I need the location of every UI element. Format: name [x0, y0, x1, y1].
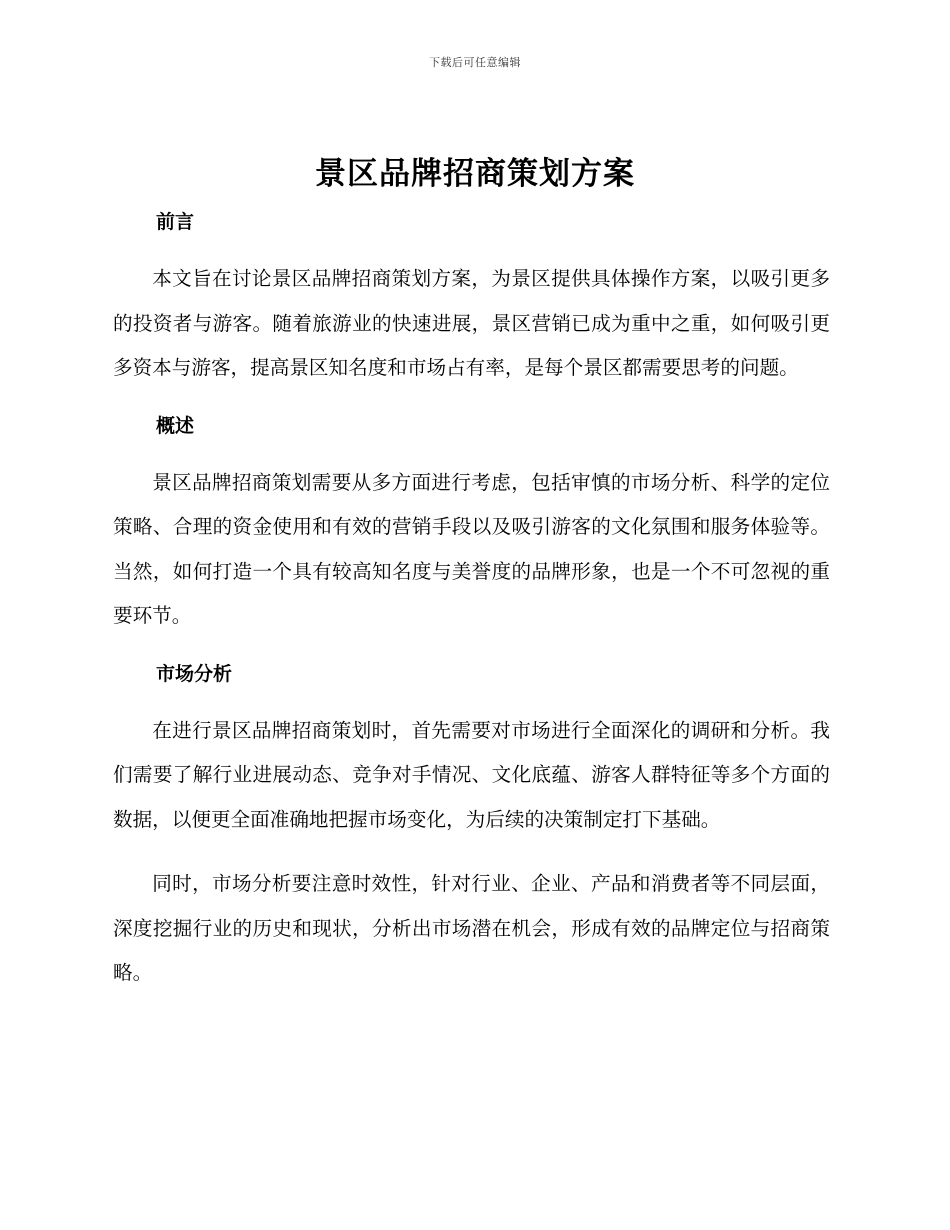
- paragraph: 本文旨在讨论景区品牌招商策划方案，为景区提供具体操作方案，以吸引更多的投资者与游客。随着旅游业的快速进展，景区营销已成为重中之重，如何吸引更多资本与游客，提高景区知名度和市场占有率，是每个景区都需要思考的问题。: [113, 267, 830, 379]
- paragraph: 同时，市场分析要注意时效性，针对行业、企业、产品和消费者等不同层面，深度挖掘行业的历史和现状，分析出市场潜在机会，形成有效的品牌定位与招商策略。: [113, 872, 830, 984]
- section-market-analysis: [113, 659, 830, 996]
- paragraph: 景区品牌招商策划需要从多方面进行考虑，包括审慎的市场分析、科学的定位策略、合理的资金使用和有效的营销手段以及吸引游客的文化氛围和服务体验等。当然，如何打造一个具有较高知名度与美誉度的品牌形象，也是一个不可忽视的重要环节。: [113, 470, 830, 627]
- document-body: [113, 207, 830, 1016]
- section-preface: [113, 207, 830, 391]
- header-note: 下载后可任意编辑: [429, 56, 521, 69]
- section-overview: [113, 411, 830, 639]
- section-heading: 市场分析: [156, 662, 233, 685]
- document-title: 景区品牌招商策划方案: [315, 156, 635, 192]
- paragraph: 在进行景区品牌招商策划时，首先需要对市场进行全面深化的调研和分析。我们需要了解行业进展动态、竞争对手情况、文化底蕴、游客人群特征等多个方面的数据，以便更全面准确地把握市场变化，为后续的决策制定打下基础。: [113, 718, 830, 831]
- section-heading: 概述: [156, 414, 195, 437]
- section-heading: 前言: [156, 211, 195, 233]
